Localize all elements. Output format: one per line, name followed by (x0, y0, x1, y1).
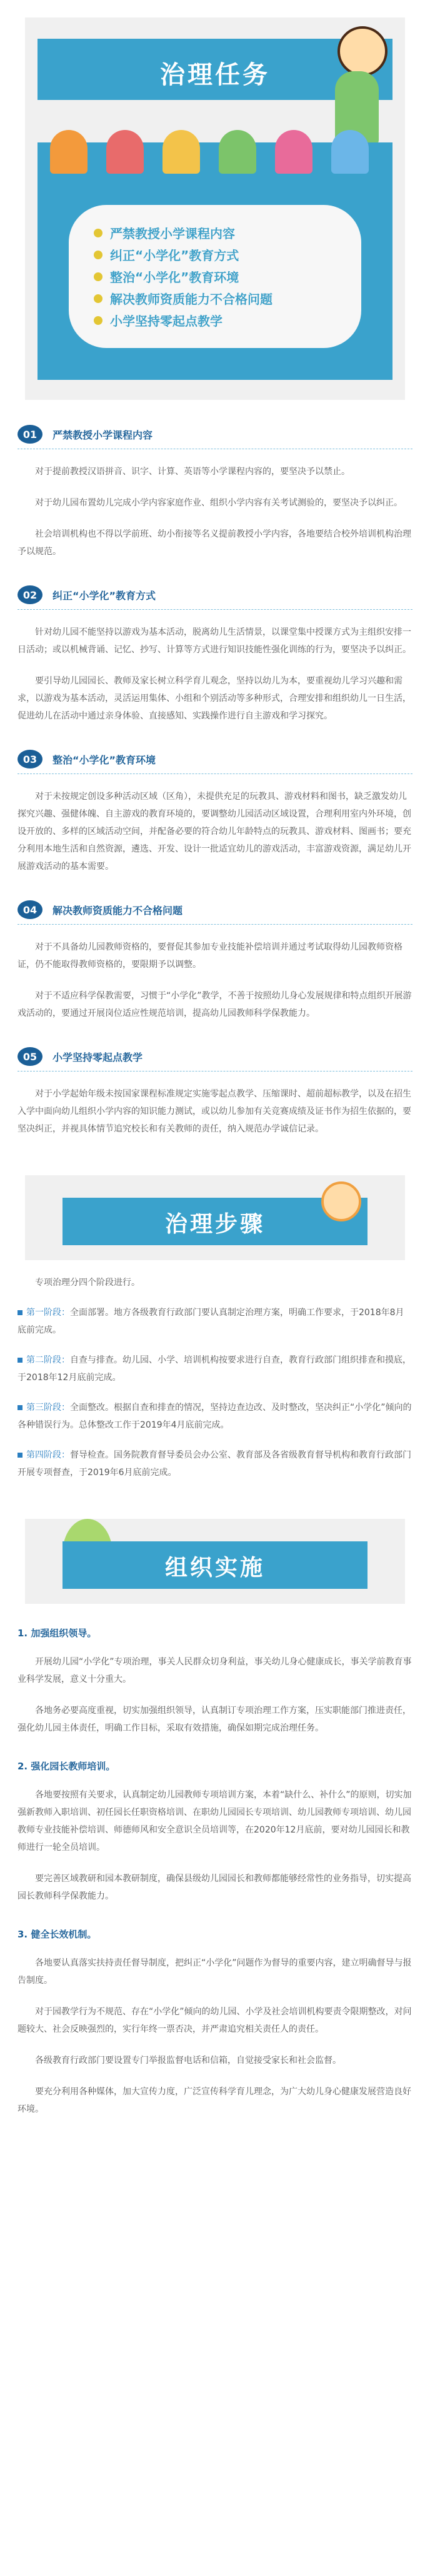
paragraph: 要完善区域教研和园本教研制度，确保县级幼儿园园长和教师都能够经常性的业务指导，切实提高园长教师科学保教能力。 (18, 1874, 411, 1901)
paragraph: 对于未按规定创设多种活动区域（区角），未提供充足的玩教具、游戏材料和图书，缺乏激发幼儿探究兴趣、强健体魄、自主游戏的教育环境的，要调整幼儿园活动区域设置，合理利用室内外环境，创设开放的、多样的区域活动空间，并配备必要的符合幼儿年龄特点的玩教具、游戏材料、图画书；要充分利用本地生活和自然资源，遴选、开发、设计一批适宜幼儿的游戏活动，丰富游戏资源，满足幼儿开展游戏活动的基本需要。 (18, 792, 411, 872)
paragraph: 对于园教学行为不规范、存在“小学化”倾向的幼儿园、小学及社会培训机构要责令限期整改，对问题较大、社会反映强烈的，实行年终一票否决，并严肃追究相关责任人的责任。 (18, 2007, 412, 2034)
task-item: 整治“小学化”教育环境 (94, 267, 336, 286)
task-list (69, 205, 361, 348)
step-item: 第四阶段：督导检查。国务院教育督导委员会办公室、教育部及各省级教育督导机构和教育行政部门开展专项督查，于2019年6月底前完成。 (18, 1450, 411, 1478)
section-heading (18, 585, 412, 610)
section-number: 02 (18, 585, 42, 604)
task-item: 解决教师资质能力不合格问题 (94, 289, 336, 307)
paragraph: 各级教育行政部门要设置专门举报监督电话和信箱，自觉接受家长和社会监督。 (35, 2056, 341, 2066)
steps-intro: 专项治理分四个阶段进行。 (35, 1278, 140, 1288)
task-item: 严禁教授小学课程内容 (94, 224, 336, 242)
step-item: 第一阶段：全面部署。地方各级教育行政部门要认真制定治理方案，明确工作要求，于2018年8月底前完成。 (18, 1308, 404, 1335)
section-05 (18, 1047, 412, 1138)
banner-title: 治理步骤 (164, 1211, 265, 1237)
section-number: 04 (18, 900, 42, 919)
section-title: 整治“小学化”教育环境 (52, 753, 156, 766)
paragraph: 开展幼儿园“小学化”专项治理，事关人民群众切身利益，事关幼儿身心健康成长，事关学前教育事业科学发展，意义十分重大。 (18, 1657, 412, 1684)
paragraph: 各地要认真落实扶持责任督导制度，把纠正“小学化”问题作为督导的重要内容，建立明确督导与报告制度。 (18, 1958, 412, 1986)
section-03 (18, 750, 412, 875)
bullet-dot-icon (94, 316, 102, 325)
section-title: 小学坚持零起点教学 (52, 1051, 143, 1063)
section-02 (18, 585, 412, 725)
bullet-dot-icon (94, 229, 102, 237)
section-title: 纠正“小学化”教育方式 (52, 589, 156, 602)
paragraph: 对于提前教授汉语拼音、识字、计算、英语等小学课程内容的，要坚决予以禁止。 (35, 467, 350, 477)
section-heading (18, 750, 412, 774)
section-number: 01 (18, 425, 42, 444)
org-section (18, 1626, 412, 2118)
bullet-dot-icon (94, 251, 102, 259)
section-heading (18, 425, 412, 449)
banner-title: 组织实施 (164, 1555, 265, 1581)
square-bullet-icon (18, 1358, 22, 1363)
hero-title: 治理任务 (160, 61, 270, 89)
subsection-title: 3. 健全长效机制。 (18, 1929, 97, 1940)
hero-poster (25, 17, 405, 400)
section-01 (18, 425, 412, 560)
girl-illustration (321, 1181, 361, 1221)
paragraph: 对于小学起始年级未按国家课程标准规定实施零起点教学、压缩课时、超前超标教学，以及在招生入学中面向幼儿组织小学内容的知识能力测试，或以幼儿参加有关竞赛成绩及证书作为招生依据的，要坚决纠正，并视具体情节追究校长和有关教师的责任，纳入规范办学诚信记录。 (18, 1089, 411, 1134)
paragraph: 要充分利用各种媒体，加大宣传力度，广泛宣传科学育儿理念，为广大幼儿身心健康发展营造良好环境。 (18, 2087, 411, 2114)
paragraph: 各地要按照有关要求，认真制定幼儿园教师专项培训方案，本着“缺什么、补什么”的原则，切实加强新教师入职培训、初任园长任职资格培训、在职幼儿园园长专项培训、幼儿园教师专项培训、幼儿园教师专业技能补偿培训、师德师风和安全意识全员培训等，在2020年12月底前，要对幼儿园园长和教师进行一轮全员培训。 (18, 1790, 412, 1852)
bullet-dot-icon (94, 272, 102, 281)
subsection-title: 1. 加强组织领导。 (18, 1628, 97, 1639)
task-item: 纠正“小学化”教育方式 (94, 246, 336, 264)
steps-banner (25, 1175, 405, 1260)
bottom-spacer (0, 2118, 430, 2137)
steps-section (18, 1274, 412, 1481)
section-number: 05 (18, 1047, 42, 1066)
bullet-dot-icon (94, 294, 102, 303)
paragraph: 社会培训机构也不得以学前班、幼小衔接等名义提前教授小学内容，各地要结合校外培训机构治理予以规范。 (18, 529, 411, 557)
task-item: 小学坚持零起点教学 (94, 311, 336, 329)
paragraph: 对于幼儿园布置幼儿完成小学内容家庭作业、组织小学内容有关考试测验的，要坚决予以纠正。 (35, 498, 402, 508)
subsection-title: 2. 强化园长教师培训。 (18, 1761, 116, 1772)
section-number: 03 (18, 750, 42, 768)
child-illustration (338, 26, 388, 76)
paragraph: 对于不适应科学保教需要，习惯于“小学化”教学，不善于按照幼儿身心发展规律和特点组织开展游戏活动的，要通过开展岗位适应性规范培训，提高幼儿园教师科学保教能力。 (18, 991, 412, 1018)
paragraph: 各地务必要高度重视，切实加强组织领导，认真制订专项治理工作方案，压实职能部门推进责任，强化幼儿园主体责任，明确工作目标，采取有效措施，确保如期完成治理任务。 (18, 1706, 411, 1733)
paragraph: 要引导幼儿园园长、教师及家长树立科学育儿观念，坚持以幼儿为本，要重视幼儿学习兴趣和需求，以游戏为基本活动，灵活运用集体、小组和个别活动等多种形式，合理安排和组织幼儿一日生活，促进幼儿在活动中通过亲身体验、直接感知、实践操作进行自主游戏和学习探究。 (18, 676, 411, 721)
step-item: 第三阶段：全面整改。根据自查和排查的情况，坚持边查边改、及时整改，坚决纠正“小学化”倾向的各种错误行为。总体整改工作于2019年4月底前完成。 (18, 1403, 412, 1430)
paragraph: 对于不具备幼儿园教师资格的，要督促其参加专业技能补偿培训并通过考试取得幼儿园教师资格证，仍不能取得教师资格的，要限期予以调整。 (18, 942, 402, 970)
children-group-illustration (50, 111, 380, 174)
section-04 (18, 900, 412, 1022)
section-title: 严禁教授小学课程内容 (52, 429, 153, 441)
step-item: 第二阶段：自查与排查。幼儿园、小学、培训机构按要求进行自查，教育行政部门组织排查和摸底，于2018年12月底前完成。 (18, 1355, 411, 1383)
section-title: 解决教师资质能力不合格问题 (52, 904, 183, 917)
org-banner (25, 1519, 405, 1604)
section-heading (18, 900, 412, 925)
section-heading (18, 1047, 412, 1072)
paragraph: 针对幼儿园不能坚持以游戏为基本活动，脱离幼儿生活情景，以课堂集中授课方式为主组织安排一日活动；或以机械背诵、记忆、抄写、计算等方式进行知识技能性强化训练的行为，要坚决予以纠正。 (18, 627, 411, 655)
square-bullet-icon (18, 1310, 22, 1315)
square-bullet-icon (18, 1453, 22, 1458)
square-bullet-icon (18, 1405, 22, 1410)
